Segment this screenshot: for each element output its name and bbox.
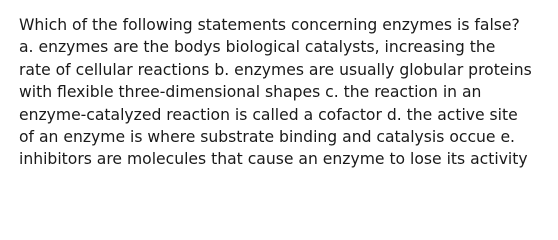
question-line: with flexible three-dimensional shapes c. the reaction in an bbox=[19, 83, 482, 102]
question-line: rate of cellular reactions b. enzymes are usually globular proteins bbox=[19, 60, 532, 79]
question-line: inhibitors are molecules that cause an enzyme to lose its activity bbox=[19, 150, 528, 169]
question-line: of an enzyme is where substrate binding and catalysis occue e. bbox=[19, 128, 515, 147]
question-text bbox=[19, 14, 542, 171]
question-line: enzyme-catalyzed reaction is called a cofactor d. the active site bbox=[19, 105, 518, 124]
question-line: Which of the following statements concerning enzymes is false? bbox=[19, 16, 520, 34]
question-line: a. enzymes are the bodys biological catalysts, increasing the bbox=[19, 38, 496, 57]
